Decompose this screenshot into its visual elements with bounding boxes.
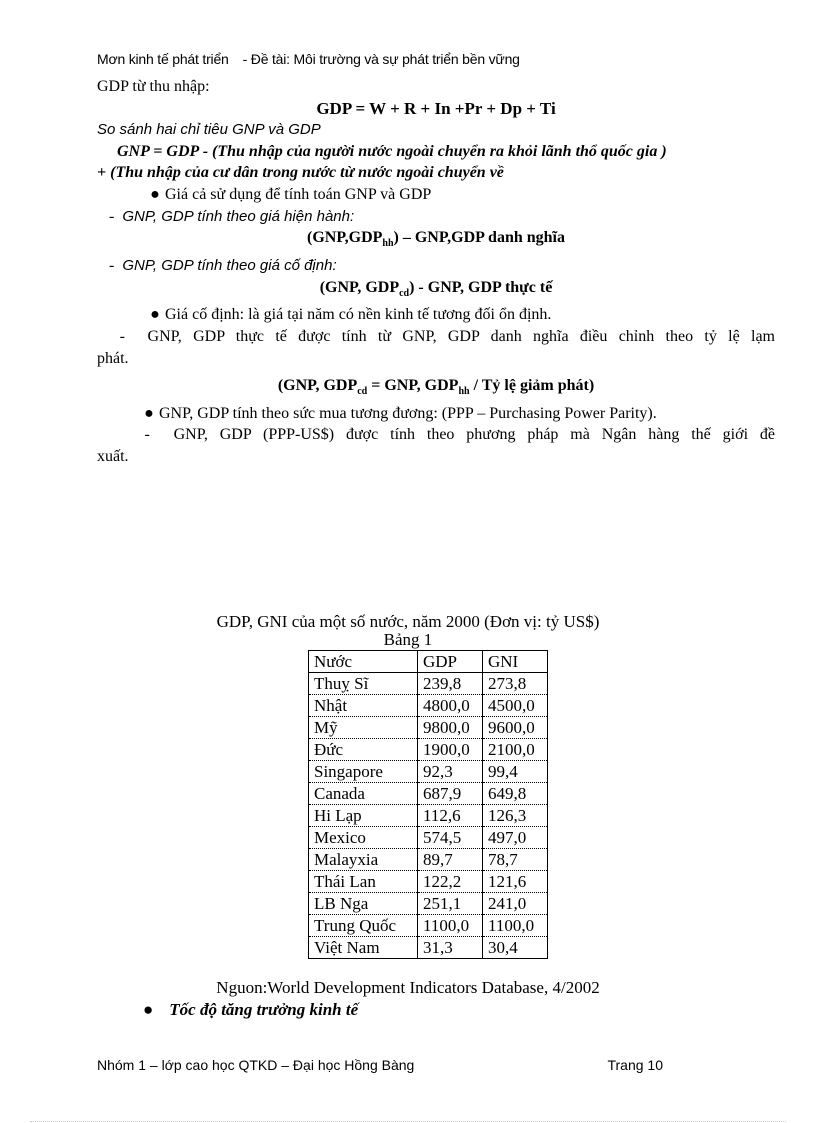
page-header xyxy=(97,51,520,67)
table-cell: 649,8 xyxy=(483,783,548,805)
table-cell: 99,4 xyxy=(483,761,548,783)
table-cell: Thuỵ Sĩ xyxy=(309,673,418,695)
formula-part: (GNP, GDP xyxy=(277,377,358,395)
table-cell: Thái Lan xyxy=(309,871,418,893)
gnp-definition-line1: GNP = GDP - (Thu nhập của người nước ngoài chuyển ra khỏi lãnh thổ quốc gia ) xyxy=(117,142,667,160)
table-cell: 1900,0 xyxy=(418,739,483,761)
table-cell: Malayxia xyxy=(309,849,418,871)
table-cell: 497,0 xyxy=(483,827,548,849)
fixed-price-label: GNP, GDP tính theo giá cố định: xyxy=(122,256,337,274)
fixed-price-item: - GNP, GDP tính theo giá cố định: xyxy=(109,256,337,274)
table-cell: Việt Nam xyxy=(309,937,418,959)
table-row xyxy=(309,805,548,827)
table-cell: 239,8 xyxy=(418,673,483,695)
bullet-icon: ● xyxy=(144,404,154,422)
footer-group: Nhóm 1 – lớp cao học QTKD – Đại học Hồng Bàng xyxy=(97,1057,415,1073)
ppp-line1: - GNP, GDP (PPP-US$) được tính theo phương pháp mà Ngân hàng thế giới đề xyxy=(97,426,775,444)
formula-sub: cd xyxy=(399,287,410,299)
table-cell: Singapore xyxy=(309,761,418,783)
table-cell: Đức xyxy=(309,739,418,761)
table-source: Nguon:World Development Indicators Database, 4/2002 xyxy=(216,978,600,997)
table-row xyxy=(309,827,548,849)
table-cell: 9600,0 xyxy=(483,717,548,739)
formula-part: = GNP, GDP xyxy=(367,377,459,395)
page-bottom-rule xyxy=(30,1121,786,1122)
formula-part: ) - GNP, GDP thực tế xyxy=(409,278,553,296)
growth-heading-text: Tốc độ tăng trưởng kinh tế xyxy=(169,1000,359,1019)
gnp-definition-line2: + (Thu nhập của cư dân trong nước từ nước ngoài chuyển về xyxy=(97,164,504,182)
gdp-income-label: GDP từ thu nhập: xyxy=(97,78,210,95)
ppp-line2: xuất. xyxy=(97,448,129,466)
table-cell: 687,9 xyxy=(418,783,483,805)
bullet-ppp-text: GNP, GDP tính theo sức mua tương đương: (PPP – Purchasing Power Parity). xyxy=(159,404,657,422)
table-cell: 4500,0 xyxy=(483,695,548,717)
bullet-fixed xyxy=(97,304,775,326)
gdp-gni-table xyxy=(308,650,548,959)
table-header-cell: Nước xyxy=(309,651,418,673)
table-cell: 92,3 xyxy=(418,761,483,783)
bullet-ppp xyxy=(97,403,775,425)
table-row xyxy=(309,915,548,937)
table-cell: Mỹ xyxy=(309,717,418,739)
table-header-cell: GNI xyxy=(483,651,548,673)
table-cell: 30,4 xyxy=(483,937,548,959)
current-price-formula xyxy=(97,227,775,255)
table-header-row xyxy=(309,651,548,673)
page-number: Trang 10 xyxy=(607,1057,663,1073)
body-text xyxy=(97,76,775,468)
table-row xyxy=(309,717,548,739)
table-cell: 9800,0 xyxy=(418,717,483,739)
formula-sub: cd xyxy=(357,386,368,398)
bullet-fixed-text: Giá cố định: là giá tại năm có nền kinh tế tương đối ổn định. xyxy=(165,306,552,324)
table-row xyxy=(309,783,548,805)
table-cell: 112,6 xyxy=(418,805,483,827)
table-title: Bảng 1 xyxy=(383,630,433,649)
table-header-cell: GDP xyxy=(418,651,483,673)
table-cell: 1100,0 xyxy=(483,915,548,937)
bullet-icon: ● xyxy=(150,185,160,203)
table-row xyxy=(309,695,548,717)
table-cell: 574,5 xyxy=(418,827,483,849)
table-row xyxy=(309,937,548,959)
table-row xyxy=(309,871,548,893)
bullet-icon: ● xyxy=(143,1000,154,1019)
table-cell: 4800,0 xyxy=(418,695,483,717)
bullet-icon: ● xyxy=(150,306,160,324)
table-cell: Mexico xyxy=(309,827,418,849)
table-row xyxy=(309,739,548,761)
current-price-item: - GNP, GDP tính theo giá hiện hành: xyxy=(109,207,355,225)
table-cell: 1100,0 xyxy=(418,915,483,937)
table-cell: LB Nga xyxy=(309,893,418,915)
formula-part: (GNP, GDP xyxy=(319,278,400,296)
real-gdp-line2: phát. xyxy=(97,349,129,367)
growth-heading xyxy=(143,1000,358,1020)
table-cell: Hi Lạp xyxy=(309,805,418,827)
table-cell: 78,7 xyxy=(483,849,548,871)
formula-sub: hh xyxy=(458,386,470,398)
real-gdp-text: GNP, GDP thực tế được tính từ GNP, GDP danh nghĩa điều chỉnh theo tỷ lệ lạm xyxy=(147,327,775,345)
table-cell: 121,6 xyxy=(483,871,548,893)
current-price-label: GNP, GDP tính theo giá hiện hành: xyxy=(122,207,355,225)
real-gdp-line1: - GNP, GDP thực tế được tính từ GNP, GDP danh nghĩa điều chỉnh theo tỷ lệ lạm xyxy=(97,327,775,345)
table-row xyxy=(309,673,548,695)
deflator-formula xyxy=(97,375,775,403)
table-row xyxy=(309,761,548,783)
bullet-price-text: Giá cả sử dụng để tính toán GNP và GDP xyxy=(165,185,432,203)
compare-title: So sánh hai chỉ tiêu GNP và GDP xyxy=(97,121,321,139)
gdp-formula: GDP = W + R + In +Pr + Dp + Ti xyxy=(316,98,556,118)
table-cell: 241,0 xyxy=(483,893,548,915)
table-cell: 126,3 xyxy=(483,805,548,827)
table-cell: 251,1 xyxy=(418,893,483,915)
header-course: Mơn kinh tế phát triển xyxy=(97,51,229,67)
table-cell: 31,3 xyxy=(418,937,483,959)
table-cell: 273,8 xyxy=(483,673,548,695)
table-cell: Trung Quốc xyxy=(309,915,418,937)
formula-sub: hh xyxy=(382,238,394,250)
table-cell: 89,7 xyxy=(418,849,483,871)
table-row xyxy=(309,893,548,915)
table-cell: Canada xyxy=(309,783,418,805)
table-caption: GDP, GNI của một số nước, năm 2000 (Đơn vị: tỷ US$) xyxy=(216,612,600,631)
table-cell: 122,2 xyxy=(418,871,483,893)
table-cell: Nhật xyxy=(309,695,418,717)
table-cell: 2100,0 xyxy=(483,739,548,761)
formula-part: / Tỷ lệ giảm phát) xyxy=(469,377,595,395)
table-row xyxy=(309,849,548,871)
header-topic: - Đề tài: Môi trường và sự phát triển bền vững xyxy=(242,51,520,67)
ppp-text: GNP, GDP (PPP-US$) được tính theo phương pháp mà Ngân hàng thế giới đề xyxy=(173,426,775,444)
fixed-price-formula xyxy=(97,277,775,305)
page-footer xyxy=(97,1057,663,1073)
table-section xyxy=(0,612,816,959)
formula-part: (GNP,GDP xyxy=(307,229,383,247)
formula-part: ) – GNP,GDP danh nghĩa xyxy=(393,229,565,247)
bullet-price xyxy=(97,184,775,206)
